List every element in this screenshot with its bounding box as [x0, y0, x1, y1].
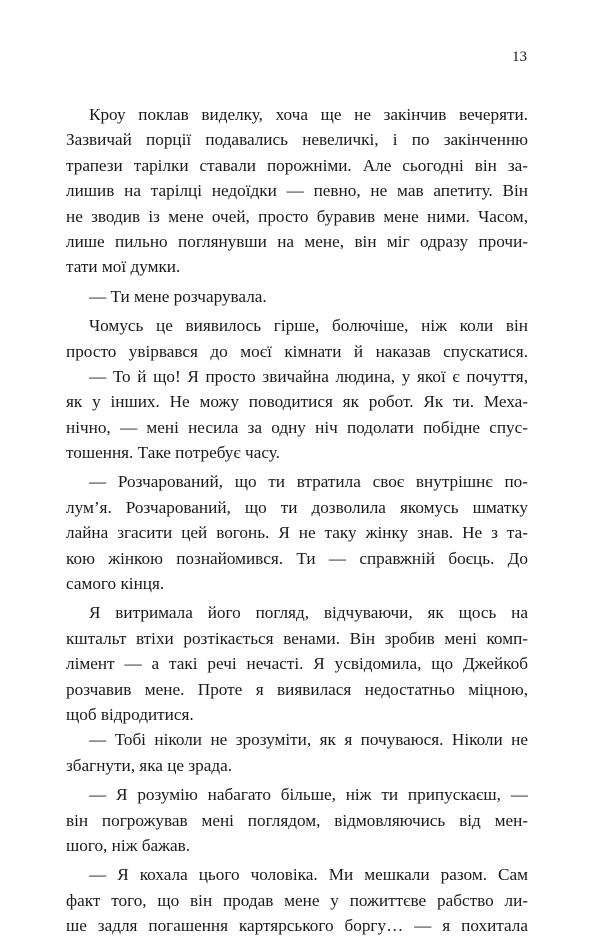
- text-line: Чомусь це виявилось гірше, болючіше, ніж коли він: [89, 316, 528, 336]
- text-line: — Розчарований, що ти втратила своє внутрішнє по-: [89, 472, 528, 492]
- text-line: лайна згасити цей вогонь. Я не таку жінку знав. Не з та-: [66, 523, 528, 543]
- text-line: ше задля погашення картярського боргу… — я похитала: [66, 916, 528, 936]
- text-line: — Я кохала цього чоловіка. Ми мешкали разом. Сам: [89, 865, 528, 885]
- text-line: шого, ніж бажав.: [66, 835, 191, 855]
- text-line: Зазвичай порції подавались невеличкі, і по закінченню: [66, 130, 528, 150]
- text-line: просто увірвався до моєї кімнати й наказав спускатися.: [66, 341, 528, 361]
- text-line: лише пильно поглянувши на мене, він міг одразу прочи-: [66, 231, 528, 251]
- text-line: тати мої думки.: [66, 257, 181, 277]
- text-line: лімент — а такі речі нечасті. Я усвідомила, що Джейкоб: [66, 654, 528, 674]
- text-line: — То й що! Я просто звичайна людина, у якої є почуття,: [89, 366, 528, 386]
- text-line: Кроу поклав виделку, хоча ще не закінчив вечеряти.: [89, 105, 528, 124]
- page-number: 13: [512, 49, 527, 65]
- text-line: збагнути, яка це зрада.: [66, 755, 233, 775]
- text-line: розчавив мене. Проте я виявилася недостатньо міцною,: [66, 679, 528, 699]
- text-line: — Я розумію набагато більше, ніж ти припускаєш, —: [89, 785, 528, 805]
- text-line: факт того, що він продав мене у пожиттєве рабство ли-: [66, 890, 528, 910]
- text-line: він погрожував мені поглядом, відмовляючись від мен-: [66, 810, 528, 830]
- text-line: лум’я. Розчарований, що ти дозволила якомусь шматку: [66, 497, 528, 517]
- text-line: — Ти мене розчарувала.: [89, 286, 267, 306]
- body-text: [66, 102, 528, 939]
- text-line: Я витримала його погляд, відчуваючи, як щось на: [89, 603, 528, 623]
- text-line: нічно, — мені несила за одну ніч подолати побідне спус-: [66, 417, 528, 437]
- text-line: як у інших. Не можу поводитися як робот. Як ти. Меха-: [66, 392, 528, 412]
- text-line: кштальт втіхи розтікається венами. Він зробив мені комп-: [66, 628, 528, 648]
- text-line: лишив на тарілці недоїдки — певно, не мав апетиту. Він: [66, 181, 528, 201]
- text-line: не зводив із мене очей, просто буравив мене ними. Часом,: [66, 206, 528, 226]
- text-line: самого кінця.: [66, 574, 165, 594]
- text-line: трапези тарілки ставали порожніми. Але сьогодні він за-: [66, 155, 528, 175]
- text-line: — Тобі ніколи не зрозуміти, як я почуваюся. Ніколи не: [89, 730, 528, 750]
- text-line: кою жінкою познайомився. Ти — справжній боєць. До: [66, 548, 528, 568]
- text-line: щоб відродитися.: [66, 704, 194, 724]
- text-line: тошення. Таке потребує часу.: [66, 443, 280, 463]
